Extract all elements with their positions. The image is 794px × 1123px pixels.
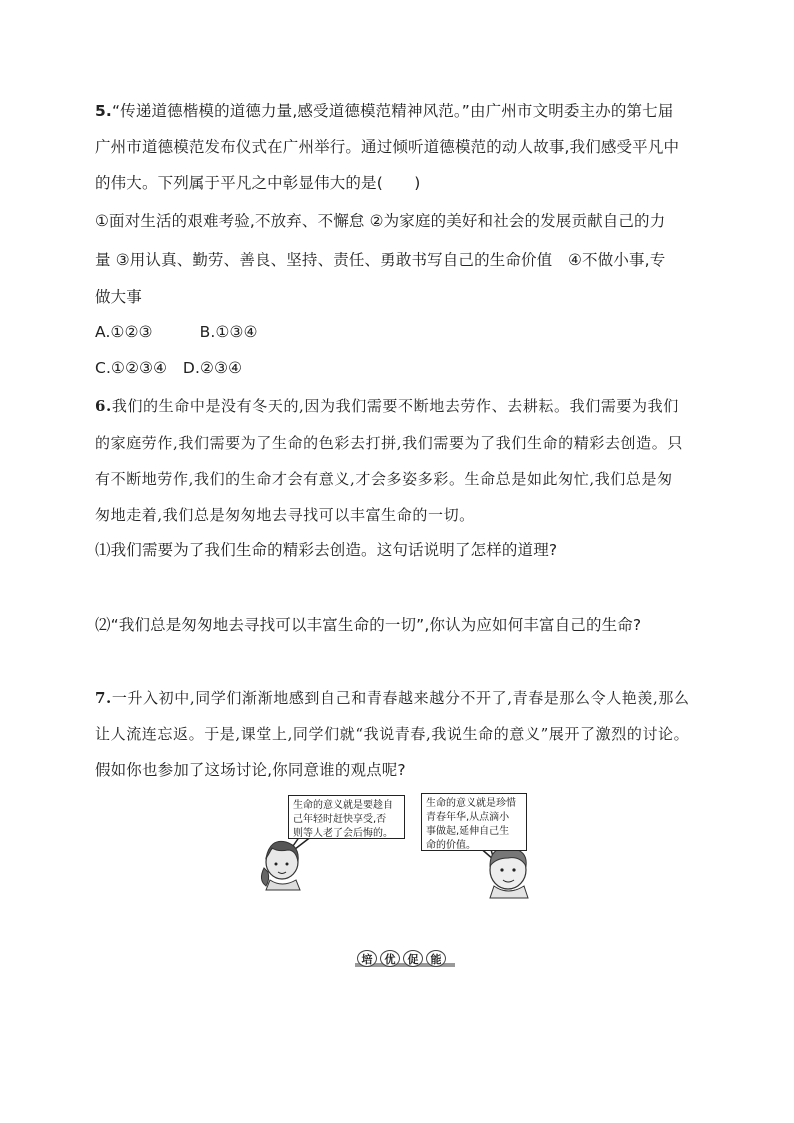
section-char-3: 促: [403, 950, 423, 967]
q5-line-6: 做大事: [95, 288, 142, 306]
section-char-2: 优: [380, 950, 400, 967]
q5-option-ab: A.①②③ B.①③④: [95, 323, 258, 341]
left-speech-bubble: [288, 795, 405, 839]
q5-line-2: 广州市道德模范发布仪式在广州举行。通过倾听道德模范的动人故事,我们感受平凡中: [95, 138, 680, 156]
right-bubble-line-1: 生命的意义就是珍惜: [426, 798, 516, 809]
right-bubble-line-4: 命的价值。: [426, 840, 476, 851]
q5-number: 5.: [95, 102, 112, 120]
left-bubble-line-2: 己年轻时赶快享受,否: [293, 814, 387, 825]
q6-sub-question-2: ⑵“我们总是匆匆地去寻找可以丰富生命的一切”,你认为应如何丰富自己的生命?: [95, 616, 642, 634]
q5-line-3: 的伟大。下列属于平凡之中彰显伟大的是( ): [95, 174, 421, 192]
q7-number: 7.: [95, 689, 112, 707]
q6-line-3: 有不断地劳作,我们的生命才会有意义,才会多姿多彩。生命总是如此匆忙,我们总是匆: [95, 470, 673, 488]
boy-figure: [490, 848, 528, 898]
right-bubble-line-3: 事做起,延伸自己生: [426, 826, 510, 837]
q5-line-4: ①面对生活的艰难考验,不放弃、不懈怠 ②为家庭的美好和社会的发展贡献自己的力: [95, 212, 666, 230]
q6-sub-question-1: ⑴我们需要为了我们生命的精彩去创造。这句话说明了怎样的道理?: [95, 541, 558, 559]
left-bubble-line-3: 则等人老了会后悔的。: [293, 828, 393, 839]
q6-text-1: 我们的生命中是没有冬天的,因为我们需要不断地去劳作、去耕耘。我们需要为我们: [111, 397, 679, 415]
section-char-4: 能: [426, 950, 446, 967]
girl-figure: [261, 841, 300, 890]
right-bubble-line-2: 青春年华,从点滴小: [426, 812, 510, 823]
q5-text-1: “传递道德楷模的道德力量,感受道德模范精神风范。”由广州市文明委主办的第七届: [111, 102, 674, 120]
q6-number: 6.: [95, 397, 112, 415]
section-title: [357, 950, 446, 967]
q7-line-2: 让人流连忘返。于是,课堂上,同学们就“我说青春,我说生命的意义”展开了激烈的讨论。: [95, 725, 690, 743]
left-bubble-line-1: 生命的意义就是要趁自: [293, 800, 393, 811]
q7-text-1: 一升入初中,同学们渐渐地感到自己和青春越来越分不开了,青春是那么令人艳羡,那么: [111, 689, 690, 707]
q6-line-2: 的家庭劳作,我们需要为了生命的色彩去打拼,我们需要为了我们生命的精彩去创造。只: [95, 434, 683, 452]
q7-question: 假如你也参加了这场讨论,你同意谁的观点呢?: [95, 761, 406, 779]
q6-line-4: 匆地走着,我们总是匆匆地去寻找可以丰富生命的一切。: [95, 506, 475, 524]
section-char-1: 培: [357, 950, 377, 967]
right-speech-bubble: [421, 793, 527, 851]
section-heading: [355, 950, 455, 970]
q5-line-5: 量 ③用认真、勤劳、善良、坚持、责任、勇敢书写自己的生命价值 ④不做小事,专: [95, 251, 666, 269]
q5-option-cd: C.①②③④ D.②③④: [95, 359, 243, 377]
